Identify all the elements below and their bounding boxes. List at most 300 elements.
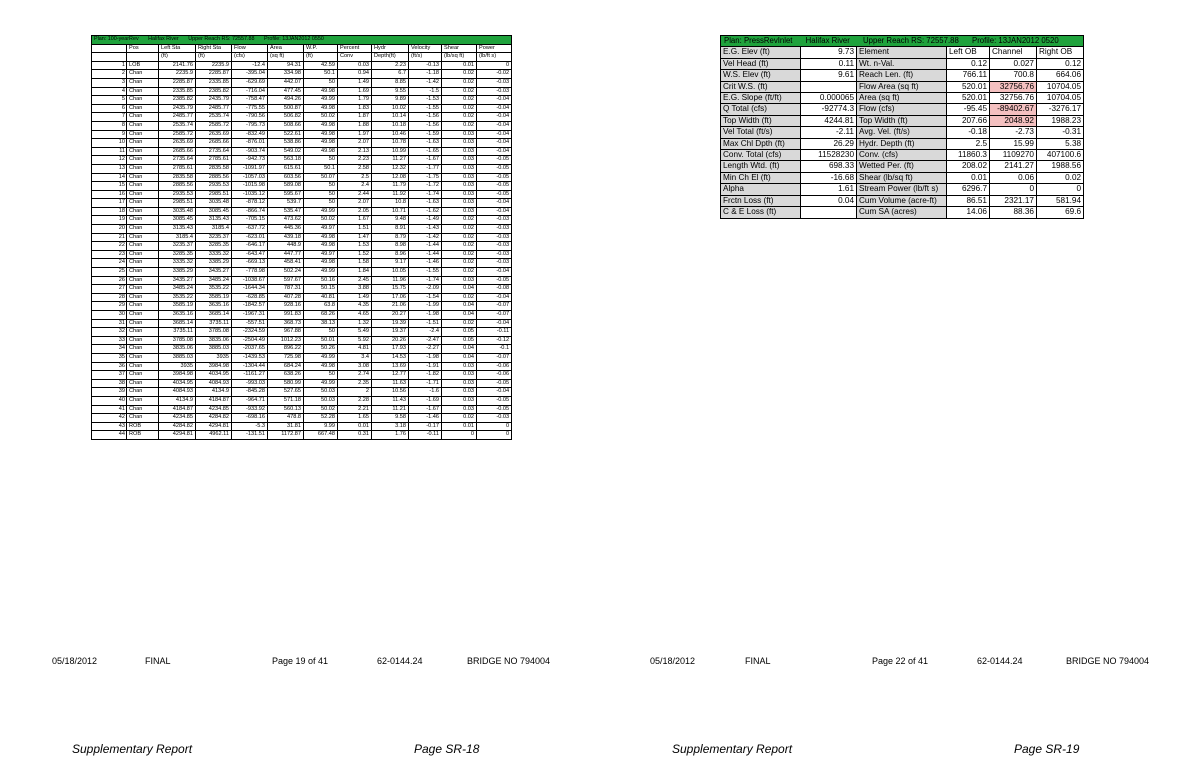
value-cell: 1.65 [338,414,372,423]
table-row [92,207,512,216]
row-index-cell: 11 [92,147,127,156]
footer-date: 05/18/2012 [52,656,98,666]
value-cell: 0.03 [442,130,477,139]
value-cell: 2635.69 [196,130,232,139]
value-cell: 9.99 [304,422,338,431]
value-cell: 3885.03 [196,345,232,354]
column-header: Power [477,44,512,53]
value-cell: 0.03 [442,362,477,371]
table-row [92,302,512,311]
value-cell: 520.01 [947,93,990,104]
value-cell: -1161.27 [232,371,268,380]
row-index-cell: 27 [92,285,127,294]
row-index-cell: 4 [92,87,127,96]
value-cell: 3935 [196,353,232,362]
value-cell: 1.76 [372,431,409,440]
value-cell: 50 [304,328,338,337]
value-cell: -0.04 [477,388,512,397]
value-cell: -716.04 [232,87,268,96]
value-cell: 0.02 [442,96,477,105]
value-cell: 4284.82 [159,422,196,431]
value-cell: 3.08 [338,362,372,371]
value-cell: 2535.74 [196,113,232,122]
table-row [721,150,1084,161]
value-cell: 10.8 [372,199,409,208]
value-cell: 4234.85 [196,405,232,414]
value-cell: -778.98 [232,268,268,277]
value-cell: 3785.08 [196,328,232,337]
position-cell: Chan [127,233,159,242]
value-cell: -0.03 [477,259,512,268]
value-cell: -628.85 [232,293,268,302]
value-cell: 49.98 [304,147,338,156]
value-cell: 0.03 [442,276,477,285]
value-cell: 2.23 [338,156,372,165]
value-cell: -1.67 [409,405,442,414]
table-row [92,113,512,122]
column-header: W.P. [304,44,338,53]
value-cell: 1.52 [338,250,372,259]
profile-name: Profile: 13JAN2012 0520 [972,36,1059,45]
value-cell: 595.67 [268,190,304,199]
table-row [92,139,512,148]
value-cell: 10704.05 [1037,81,1084,92]
value-cell: -1.46 [409,259,442,268]
value-cell: 9.73 [801,47,857,58]
value-cell: 38.13 [304,319,338,328]
parameter-label-cell: Reach Len. (ft) [857,70,947,81]
value-cell: 1172.87 [268,431,304,440]
table-row [721,104,1084,115]
value-cell: 2985.51 [196,190,232,199]
value-cell: 787.31 [268,285,304,294]
value-cell: -0.04 [477,293,512,302]
value-cell: 2635.69 [159,139,196,148]
value-cell: 0 [477,431,512,440]
table-row [92,121,512,130]
table-row [92,87,512,96]
value-cell: 0.03 [442,190,477,199]
table-row [92,328,512,337]
value-cell: 2.13 [338,147,372,156]
value-cell: 6.7 [372,70,409,79]
value-cell: 0 [990,184,1037,195]
unit-cell: Conv [338,53,372,62]
value-cell: 2.21 [338,405,372,414]
value-cell: -1439.53 [232,353,268,362]
value-cell: 8.98 [372,242,409,251]
value-cell: 1.61 [801,184,857,195]
value-cell: 4284.82 [196,414,232,423]
value-cell: 725.98 [268,353,304,362]
value-cell: 3485.24 [196,276,232,285]
value-cell: 2885.56 [159,182,196,191]
value-cell: 2885.56 [196,173,232,182]
column-header: Right OB [1037,47,1084,58]
value-cell: -758.47 [232,96,268,105]
value-cell: 32756.76 [990,93,1037,104]
table-row [721,172,1084,183]
position-cell: Chan [127,311,159,320]
value-cell: 0.03 [442,199,477,208]
value-cell: 49.98 [304,242,338,251]
column-header: Percent [338,44,372,53]
unit-cell: (sq ft) [268,53,304,62]
value-cell: 32756.76 [990,81,1037,92]
value-cell: 3.18 [372,422,409,431]
parameter-label-cell: E.G. Elev (ft) [721,47,801,58]
row-index-cell: 21 [92,233,127,242]
value-cell: 407.28 [268,293,304,302]
value-cell: -0.18 [947,127,990,138]
value-cell: -903.74 [232,147,268,156]
value-cell: 3035.48 [159,207,196,216]
value-cell: 4244.81 [801,115,857,126]
value-cell: -0.05 [477,379,512,388]
position-cell: Chan [127,190,159,199]
value-cell: 50 [304,156,338,165]
plan-header-row [721,36,1084,47]
value-cell: -1.55 [409,268,442,277]
value-cell: -866.74 [232,207,268,216]
row-index-cell: 26 [92,276,127,285]
unit-cell: (cfs) [232,53,268,62]
row-index-cell: 32 [92,328,127,337]
row-index-cell: 15 [92,182,127,191]
value-cell: 50.15 [304,285,338,294]
value-cell: 4084.93 [196,379,232,388]
parameter-label-cell: Stream Power (lb/ft s) [857,184,947,195]
column-header: Left OB [947,47,990,58]
table-row [92,431,512,440]
row-index-cell: 3 [92,78,127,87]
plan-name: Plan: 100-yearRev [94,36,139,42]
value-cell: 1.53 [338,242,372,251]
value-cell: -95.45 [947,104,990,115]
column-header-row [92,44,512,53]
value-cell: 1.58 [338,259,372,268]
value-cell: -1.56 [409,113,442,122]
value-cell: 500.87 [268,104,304,113]
value-cell: 535.47 [268,207,304,216]
parameter-label-cell: Area (sq ft) [857,93,947,104]
value-cell: 19.39 [372,319,409,328]
value-cell: 615.61 [268,164,304,173]
value-cell: 3635.16 [159,311,196,320]
value-cell: 3085.45 [159,216,196,225]
footer-date: 05/18/2012 [650,656,696,666]
position-cell: Chan [127,259,159,268]
value-cell: 12.77 [372,371,409,380]
unit-cell [127,53,159,62]
value-cell: -557.51 [232,319,268,328]
value-cell: 3285.35 [196,242,232,251]
value-cell: -0.04 [477,121,512,130]
value-cell: 8.96 [372,250,409,259]
value-cell: -1035.12 [232,190,268,199]
row-index-cell: 28 [92,293,127,302]
position-cell: Chan [127,113,159,122]
value-cell: -646.17 [232,242,268,251]
parameter-label-cell: W.S. Elev (ft) [721,70,801,81]
value-cell: 10.18 [372,121,409,130]
value-cell: 560.13 [268,405,304,414]
value-cell: -705.15 [232,216,268,225]
value-cell: 2285.87 [159,78,196,87]
value-cell: 0.01 [442,61,477,70]
value-cell: 11528230 [801,150,857,161]
value-cell: 2485.77 [159,113,196,122]
position-cell: ROB [127,431,159,440]
table-row [721,93,1084,104]
table-row [92,242,512,251]
unit-cell: (lb/ft s) [477,53,512,62]
value-cell: -0.04 [477,319,512,328]
position-cell: Chan [127,405,159,414]
value-cell: 580.99 [268,379,304,388]
value-cell: 0.03 [442,371,477,380]
value-cell: -92774.3 [801,104,857,115]
value-cell: 21.06 [372,302,409,311]
value-cell: -0.13 [409,61,442,70]
value-cell: 581.94 [1037,195,1084,206]
value-cell: 368.73 [268,319,304,328]
parameter-label-cell: Crit W.S. (ft) [721,81,801,92]
value-cell: 0.02 [442,250,477,259]
value-cell: 0.02 [442,414,477,423]
value-cell: 1.79 [338,96,372,105]
position-cell: Chan [127,164,159,173]
parameter-label-cell: C & E Loss (ft) [721,207,801,218]
value-cell: -1967.31 [232,311,268,320]
table-row [92,259,512,268]
value-cell: 3335.32 [196,250,232,259]
table-row [92,173,512,182]
value-cell: 448.9 [268,242,304,251]
row-index-cell: 10 [92,139,127,148]
position-cell: Chan [127,182,159,191]
parameter-label-cell: Avg. Vel. (ft/s) [857,127,947,138]
profile-name: Profile: 13JAN2012 0550 [263,36,324,42]
value-cell: 50.01 [304,336,338,345]
row-index-cell: 33 [92,336,127,345]
value-cell: 3335.32 [159,259,196,268]
value-cell: 2.07 [338,139,372,148]
value-cell: 1988.23 [1037,115,1084,126]
value-cell: 12.32 [372,164,409,173]
table-row [92,414,512,423]
value-cell: -2.4 [409,328,442,337]
row-index-cell: 23 [92,250,127,259]
value-cell: -623.01 [232,233,268,242]
value-cell: -942.73 [232,156,268,165]
value-cell: 0.31 [338,431,372,440]
value-cell: 3235.37 [159,242,196,251]
value-cell: 3185.4 [159,233,196,242]
value-cell: -0.04 [477,113,512,122]
value-cell: 1.47 [338,233,372,242]
value-cell: 0.02 [442,225,477,234]
value-cell: 3835.06 [159,345,196,354]
table-row [721,47,1084,58]
value-cell: -0.03 [477,233,512,242]
value-cell: 2.05 [338,207,372,216]
value-cell: 3585.19 [159,302,196,311]
value-cell: 502.24 [268,268,304,277]
value-cell: 11.92 [372,190,409,199]
value-cell: 50.26 [304,345,338,354]
table-row [721,161,1084,172]
value-cell: 10.05 [372,268,409,277]
table-row [721,115,1084,126]
row-index-cell: 38 [92,379,127,388]
value-cell: 15.99 [990,138,1037,149]
value-cell: 8.91 [372,225,409,234]
value-cell: -775.55 [232,104,268,113]
value-cell: -2.73 [990,127,1037,138]
position-cell: Chan [127,276,159,285]
value-cell: 50 [304,182,338,191]
value-cell: 0.02 [442,259,477,268]
value-cell: 520.01 [947,81,990,92]
column-header: Left Sta [159,44,196,53]
table-row [92,164,512,173]
position-cell: Chan [127,371,159,380]
value-cell: 6296.7 [947,184,990,195]
value-cell: 0.94 [338,70,372,79]
value-cell: -1.53 [409,96,442,105]
value-cell: 3385.29 [159,268,196,277]
value-cell: 589.08 [268,182,304,191]
parameter-label-cell: Hydr. Depth (ft) [857,138,947,149]
value-cell: 2435.79 [159,104,196,113]
value-cell: 0.01 [338,422,372,431]
value-cell: 458.41 [268,259,304,268]
parameter-label-cell: Shear (lb/sq ft) [857,172,947,183]
value-cell: -0.05 [477,156,512,165]
value-cell: 49.99 [304,207,338,216]
value-cell: 4184.87 [159,405,196,414]
value-cell: 17.06 [372,293,409,302]
value-cell: 1.49 [338,78,372,87]
value-cell: 0.02 [442,113,477,122]
value-cell: 522.61 [268,130,304,139]
value-cell: 0 [442,431,477,440]
row-index-cell: 35 [92,353,127,362]
value-cell: -0.05 [477,405,512,414]
value-cell: 334.98 [268,70,304,79]
value-cell: 19.37 [372,328,409,337]
value-cell: 2.28 [338,396,372,405]
value-cell: 2.58 [338,164,372,173]
cross-section-output-table [720,35,1084,219]
value-cell: 3235.37 [196,233,232,242]
value-cell: 2835.58 [196,164,232,173]
value-cell: 11.27 [372,156,409,165]
footer-status: FINAL [145,656,171,666]
position-cell: LOB [127,61,159,70]
table-row [92,61,512,70]
row-index-cell: 6 [92,104,127,113]
parameter-label-cell: Length Wtd. (ft) [721,161,801,172]
value-cell: 8.85 [372,78,409,87]
value-cell: -0.17 [409,422,442,431]
value-cell: 11.96 [372,276,409,285]
position-cell: Chan [127,328,159,337]
value-cell: 508.66 [268,121,304,130]
value-cell: 50.02 [304,405,338,414]
value-cell: 494.26 [268,96,304,105]
value-cell: -795.73 [232,121,268,130]
value-cell: 1.32 [338,319,372,328]
value-cell: 597.67 [268,276,304,285]
value-cell: -1.82 [409,371,442,380]
value-cell: 698.33 [801,161,857,172]
value-cell: -1.67 [409,156,442,165]
value-cell: 4.35 [338,302,372,311]
value-cell: 1109270 [990,150,1037,161]
value-cell: 9.58 [372,414,409,423]
value-cell: 49.98 [304,87,338,96]
position-cell: Chan [127,104,159,113]
value-cell: 447.77 [268,250,304,259]
value-cell: 2.5 [338,173,372,182]
value-cell: 10.46 [372,130,409,139]
value-cell: 3984.98 [196,362,232,371]
value-cell: -876.01 [232,139,268,148]
value-cell: 8.79 [372,233,409,242]
value-cell: -2.27 [409,345,442,354]
value-cell: -0.03 [477,250,512,259]
row-index-cell: 9 [92,130,127,139]
value-cell: -1.46 [409,414,442,423]
value-cell: 1988.56 [1037,161,1084,172]
value-cell: -832.49 [232,130,268,139]
value-cell: 506.82 [268,113,304,122]
value-cell: 439.18 [268,233,304,242]
value-cell: 0.03 [442,388,477,397]
position-cell: Chan [127,199,159,208]
table-row [92,70,512,79]
value-cell: 0.03 [442,147,477,156]
supplementary-report-title: Supplementary Report [672,742,793,756]
value-cell: 0.02 [442,104,477,113]
position-cell: Chan [127,173,159,182]
value-cell: 49.98 [304,130,338,139]
value-cell: 3585.19 [196,293,232,302]
value-cell: 0.02 [442,268,477,277]
value-cell: 86.51 [947,195,990,206]
value-cell: 4184.87 [196,396,232,405]
table-row [92,233,512,242]
flow-table-body [92,61,512,439]
value-cell: 1.51 [338,225,372,234]
position-cell: Chan [127,130,159,139]
value-cell: 2935.53 [196,182,232,191]
value-cell: -1015.98 [232,182,268,191]
value-cell: 49.99 [304,353,338,362]
value-cell: 0.02 [442,319,477,328]
value-cell: -0.04 [477,130,512,139]
value-cell: 3735.11 [159,328,196,337]
value-cell: 68.26 [304,311,338,320]
row-index-cell: 42 [92,414,127,423]
table-row [92,276,512,285]
value-cell: 445.36 [268,225,304,234]
value-cell: -0.05 [477,173,512,182]
value-cell: 11860.3 [947,150,990,161]
position-cell: Chan [127,414,159,423]
